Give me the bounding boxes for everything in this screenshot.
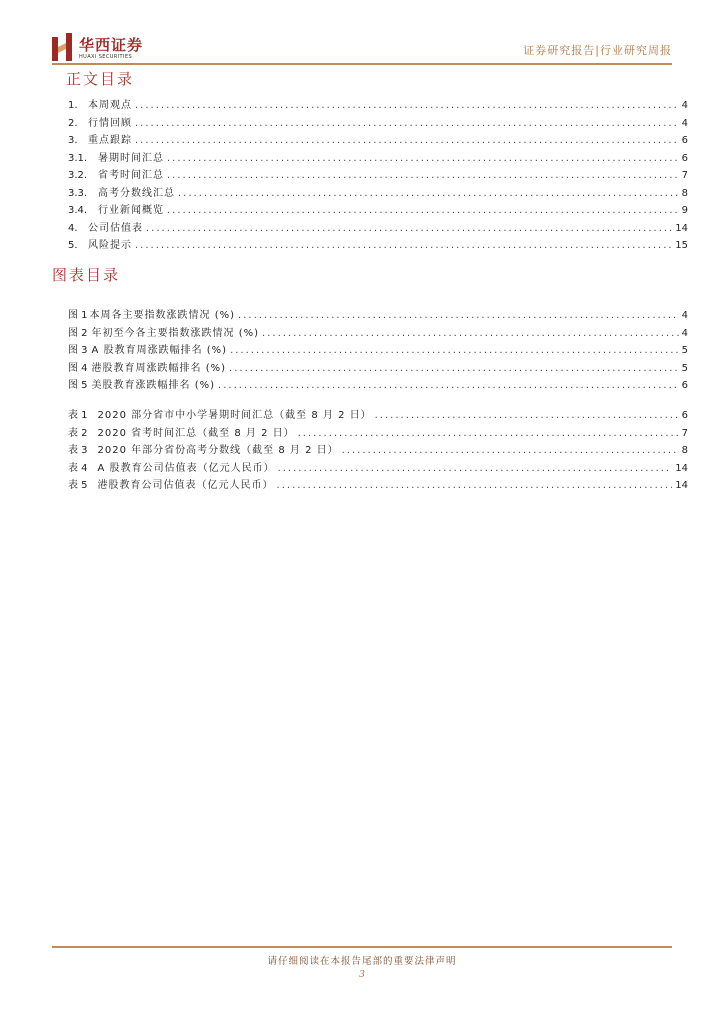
table-entry[interactable] [68, 476, 688, 494]
table-entry-page: 7 [681, 427, 688, 439]
toc-entry-page: 15 [675, 240, 688, 251]
chart-entry-title: 美股教育涨跌幅排名 (%) [91, 380, 216, 391]
table-entry[interactable] [68, 441, 688, 459]
toc-entry[interactable] [68, 149, 688, 167]
chart-entry-page: 5 [681, 362, 688, 374]
toc-entry-number: 3.4. [68, 205, 88, 216]
toc-entry-title: 公司估值表 [88, 222, 143, 234]
chart-entry-number: 图 3 [68, 345, 88, 356]
toc-entry[interactable] [68, 236, 688, 254]
toc-entry-title: 高考分数线汇总 [98, 187, 175, 199]
table-entry-number: 表 3 [68, 445, 88, 456]
chart-entry-page: 5 [681, 345, 688, 356]
toc-entry-number: 3. [68, 135, 78, 146]
toc-entry[interactable] [68, 131, 688, 149]
leader-dots [298, 428, 679, 439]
toc-entry-title: 本周观点 [88, 100, 132, 111]
toc-entry-number: 3.1. [68, 152, 88, 164]
toc-entry-page: 6 [681, 135, 688, 146]
table-entry-number: 表 1 [68, 410, 88, 421]
leader-dots [342, 445, 679, 456]
toc-entry[interactable] [68, 219, 688, 237]
toc-entry-title: 暑期时间汇总 [98, 152, 164, 164]
leader-dots [218, 380, 679, 391]
leader-dots [238, 310, 679, 321]
chart-entry-page: 4 [681, 327, 688, 339]
table-list [68, 406, 688, 494]
report-type-label: 证券研究报告|行业研究周报 [523, 44, 672, 57]
toc-entry-page: 8 [681, 187, 688, 199]
chart-entry-number: 图 4 [68, 362, 88, 374]
chart-entry-number: 图 1 [68, 310, 88, 321]
chart-entry-page: 4 [681, 310, 688, 321]
leader-dots [167, 153, 679, 164]
toc-entry-title: 重点跟踪 [88, 135, 132, 146]
table-entry-number: 表 2 [68, 427, 88, 439]
chart-entry[interactable] [68, 341, 688, 359]
toc-entry-number: 4. [68, 222, 78, 234]
chart-entry-title: 港股教育周涨跌幅排名 (%) [91, 362, 227, 374]
leader-dots [135, 118, 679, 129]
page-number: 3 [359, 970, 365, 980]
contents-list [68, 96, 688, 254]
toc-entry-page: 4 [681, 100, 688, 111]
table-entry-page: 14 [675, 480, 688, 491]
figures-title: 图表目录 [52, 266, 121, 284]
toc-entry-number: 5. [68, 240, 78, 251]
chart-entry[interactable] [68, 376, 688, 394]
footer-divider [52, 946, 672, 948]
contents-title: 正文目录 [66, 70, 135, 88]
toc-entry[interactable] [68, 184, 688, 202]
chart-entry-number: 图 2 [68, 327, 88, 339]
chart-entry[interactable] [68, 359, 688, 377]
toc-entry-number: 3.3. [68, 187, 88, 199]
leader-dots [146, 223, 672, 234]
toc-entry[interactable] [68, 114, 688, 132]
leader-dots [167, 205, 679, 216]
toc-entry-page: 6 [681, 152, 688, 164]
header-divider [52, 63, 672, 65]
toc-entry[interactable] [68, 166, 688, 184]
toc-entry-title: 行情回顾 [88, 117, 132, 129]
table-entry[interactable] [68, 424, 688, 442]
table-entry-title: 港股教育公司估值表（亿元人民币） [97, 480, 274, 491]
toc-entry-page: 4 [681, 117, 688, 129]
chart-entry-title: A 股教育周涨跌幅排名 (%) [91, 345, 228, 356]
huaxi-logo-icon [52, 33, 74, 61]
toc-entry-number: 2. [68, 117, 78, 129]
table-entry-number: 表 5 [68, 480, 88, 491]
leader-dots [229, 363, 679, 374]
toc-entry-page: 14 [675, 222, 688, 234]
chart-list [68, 306, 688, 394]
table-entry[interactable] [68, 406, 688, 424]
table-entry[interactable] [68, 459, 688, 477]
toc-entry[interactable] [68, 201, 688, 219]
toc-entry[interactable] [68, 96, 688, 114]
leader-dots [375, 410, 679, 421]
toc-entry-page: 7 [681, 170, 688, 181]
chart-entry-title: 本周各主要指数涨跌情况 (%) [89, 310, 236, 321]
chart-entry-title: 年初至今各主要指数涨跌情况 (%) [91, 327, 260, 339]
table-entry-page: 6 [681, 410, 688, 421]
legal-disclaimer: 请仔细阅读在本报告尾部的重要法律声明 [267, 956, 457, 967]
toc-entry-title: 省考时间汇总 [98, 170, 164, 181]
table-entry-title: 2020 部分省市中小学暑期时间汇总（截至 8 月 2 日） [97, 410, 372, 421]
chart-entry[interactable] [68, 306, 688, 324]
table-entry-title: 2020 省考时间汇总（截至 8 月 2 日） [97, 427, 295, 439]
table-entry-title: A 股教育公司估值表（亿元人民币） [97, 462, 275, 474]
table-entry-page: 8 [681, 445, 688, 456]
toc-entry-page: 9 [681, 205, 688, 216]
toc-entry-number: 3.2. [68, 170, 88, 181]
chart-entry-number: 图 5 [68, 380, 88, 391]
leader-dots [135, 240, 672, 251]
leader-dots [230, 345, 679, 356]
logo-chinese-name: 华西证券 [79, 36, 144, 54]
table-entry-number: 表 4 [68, 462, 88, 474]
leader-dots [178, 188, 679, 199]
table-entry-title: 2020 年部分省份高考分数线（截至 8 月 2 日） [97, 445, 339, 456]
leader-dots [167, 170, 679, 181]
table-entry-page: 14 [675, 462, 688, 474]
chart-entry[interactable] [68, 324, 688, 342]
leader-dots [135, 135, 679, 146]
toc-entry-number: 1. [68, 100, 78, 111]
chart-entry-page: 6 [681, 380, 688, 391]
toc-entry-title: 行业新闻概览 [98, 205, 164, 216]
leader-dots [278, 463, 673, 474]
toc-entry-title: 风险提示 [88, 240, 132, 251]
leader-dots [135, 100, 679, 111]
logo-english-name: HUAXI SECURITIES [79, 54, 133, 60]
leader-dots [262, 328, 679, 339]
leader-dots [277, 480, 673, 491]
